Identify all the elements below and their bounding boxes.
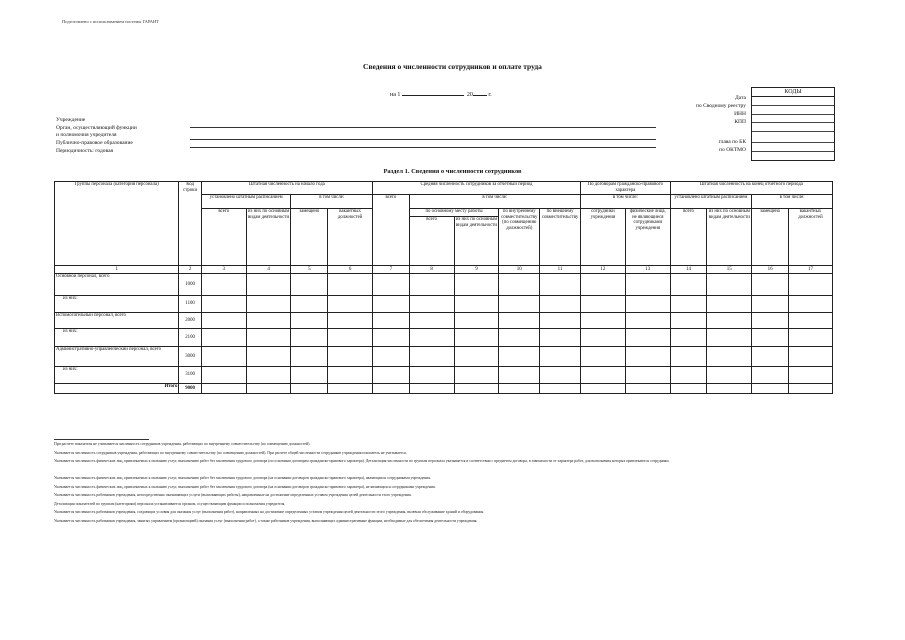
header-established-start: установлено штатным расписанием <box>201 195 291 209</box>
value-cell[interactable] <box>788 296 832 313</box>
value-cell[interactable] <box>670 347 707 367</box>
value-cell[interactable] <box>752 296 789 313</box>
header-vacant-end: вакантных должностей <box>788 209 832 266</box>
date-prefix: на 1 <box>390 92 401 98</box>
col-num: 6 <box>328 266 373 274</box>
code-date[interactable] <box>752 97 834 106</box>
value-cell[interactable] <box>707 347 752 367</box>
value-cell[interactable] <box>670 296 707 313</box>
value-cell[interactable] <box>328 347 373 367</box>
value-cell[interactable] <box>291 329 328 347</box>
header-individuals: физические лица, не являющиеся сотрудниками учреждения <box>625 209 670 266</box>
code-registry[interactable] <box>752 106 834 115</box>
label-institution: Учреждение <box>56 117 86 123</box>
value-cell[interactable] <box>580 367 625 384</box>
header-employees: сотрудники учреждения <box>580 209 625 266</box>
value-cell[interactable] <box>707 296 752 313</box>
value-cell[interactable] <box>328 296 373 313</box>
year-field[interactable] <box>473 95 487 96</box>
institution-field[interactable] <box>190 127 656 128</box>
footnote: Указывается численность физических лиц, привлекаемых к оказанию услуг, выполнению работ без заключения трудового договора (по основным договорам гражданско-правового характера). Детализация численности по группам персонала указывается в соответствии с предметом договора, в зависимости от характера работ, для выполнения которых привлекаются сотрудники. <box>54 459 670 463</box>
value-cell[interactable] <box>499 296 540 313</box>
row-label: из них: <box>55 367 179 384</box>
value-cell[interactable] <box>373 367 410 384</box>
value-cell[interactable] <box>499 274 540 296</box>
value-cell[interactable] <box>670 274 707 296</box>
value-cell[interactable] <box>373 384 410 394</box>
col-num: 8 <box>409 266 454 274</box>
value-cell[interactable] <box>625 347 670 367</box>
col-num: 12 <box>580 266 625 274</box>
value-cell[interactable] <box>373 296 410 313</box>
code-blank[interactable] <box>752 132 834 143</box>
col-num: 2 <box>179 266 201 274</box>
value-cell[interactable] <box>246 296 291 313</box>
value-cell[interactable] <box>625 329 670 347</box>
value-cell[interactable] <box>499 384 540 394</box>
value-cell[interactable] <box>409 384 454 394</box>
codes-header: КОДЫ <box>752 88 834 97</box>
row-code: 3100 <box>179 367 201 384</box>
label-date: Дата <box>735 95 746 101</box>
value-cell[interactable] <box>328 313 373 329</box>
header-main-job: по основному месту работы <box>409 209 499 217</box>
value-cell[interactable] <box>540 384 581 394</box>
value-cell[interactable] <box>291 296 328 313</box>
value-cell[interactable] <box>788 367 832 384</box>
col-num: 4 <box>246 266 291 274</box>
value-cell[interactable] <box>291 347 328 367</box>
value-cell[interactable] <box>752 347 789 367</box>
value-cell[interactable] <box>670 329 707 347</box>
label-kpp: КПП <box>734 119 746 125</box>
value-cell[interactable] <box>201 347 246 367</box>
label-periodicity: Периодичность: годовая <box>56 148 114 154</box>
col-num: 10 <box>499 266 540 274</box>
header-filled-start: замещено <box>291 209 328 266</box>
footnote-rule <box>54 439 149 440</box>
value-cell[interactable] <box>540 367 581 384</box>
header-vacant-start: вакантных должностей <box>328 209 373 266</box>
value-cell[interactable] <box>409 313 454 329</box>
header-group: Группы персонала (категория персонала) <box>55 182 179 266</box>
value-cell[interactable] <box>201 313 246 329</box>
value-cell[interactable] <box>246 329 291 347</box>
header-filled-end: замещено <box>752 209 789 266</box>
value-cell[interactable] <box>201 329 246 347</box>
value-cell[interactable] <box>707 313 752 329</box>
col-num: 15 <box>707 266 752 274</box>
col-num: 7 <box>373 266 410 274</box>
header-code: Код строки <box>179 182 201 266</box>
code-bk[interactable] <box>752 143 834 152</box>
column-numbers-row <box>55 266 833 274</box>
value-cell[interactable] <box>540 347 581 367</box>
value-cell[interactable] <box>752 274 789 296</box>
value-cell[interactable] <box>201 274 246 296</box>
value-cell[interactable] <box>752 367 789 384</box>
value-cell[interactable] <box>454 384 499 394</box>
header-incl-start: в том числе: <box>291 195 373 209</box>
value-cell[interactable] <box>752 313 789 329</box>
value-cell[interactable] <box>540 296 581 313</box>
footnote: Указывается численность сотрудников учреждения, работающих по внутреннему совместительству (по совмещению должностей). При расчете общей численности сотрудников учреждения показатель не учитывается. <box>54 450 407 455</box>
value-cell[interactable] <box>373 347 410 367</box>
value-cell[interactable] <box>625 274 670 296</box>
value-cell[interactable] <box>499 329 540 347</box>
col-num: 14 <box>670 266 707 274</box>
row-code: 2000 <box>179 313 201 329</box>
row-label: Основной персонал, всего <box>55 274 179 296</box>
footnote: Детализация показателей по группам (категориям) персонала устанавливается органом, осуществляющим функции и полномочия учредителя. <box>54 501 286 506</box>
row-label: Итого <box>55 384 179 394</box>
value-cell[interactable] <box>580 347 625 367</box>
code-oktmo[interactable] <box>752 152 834 160</box>
value-cell[interactable] <box>201 296 246 313</box>
header-staff-end: Штатная численность на конец отчетного периода <box>670 182 832 195</box>
value-cell[interactable] <box>409 347 454 367</box>
footnote: Указывается численность работников учреждения, создающих условия для оказания услуг (выполнения работ), направленных на достижение определенных уставом учреждения целей деятельности этого учреждения, включая обслуживание зданий и оборудования. <box>54 510 485 514</box>
value-cell[interactable] <box>291 367 328 384</box>
footnote: При расчете показателя не учитывается численность сотрудников учреждения, работающих по внутреннему совместительству (по совмещению должностей). <box>54 442 311 446</box>
date-field[interactable] <box>402 95 464 96</box>
header-internal: по внутреннему совместительству (по совмещению должностей) <box>499 209 540 266</box>
staff-table <box>54 181 833 394</box>
header-external: по внешнему совместительству <box>540 209 581 266</box>
footnote: Указывается численность работников учреждения, занятых управлением (организацией) оказания услуг (выполнения работ), а также работников учреждения, выполняющих административные функции, необходимые для обеспечения деятельности учреждения. <box>54 518 478 523</box>
value-cell[interactable] <box>246 313 291 329</box>
value-cell[interactable] <box>625 296 670 313</box>
header-total-start: всего <box>201 209 246 266</box>
value-cell[interactable] <box>246 367 291 384</box>
codes-box <box>751 87 835 161</box>
value-cell[interactable] <box>201 384 246 394</box>
page-title: Сведения о численности сотрудников и оплате труда <box>363 62 542 71</box>
value-cell[interactable] <box>328 367 373 384</box>
value-cell[interactable] <box>580 313 625 329</box>
code-kpp[interactable] <box>752 123 834 132</box>
table-row <box>55 329 833 347</box>
value-cell[interactable] <box>499 367 540 384</box>
value-cell[interactable] <box>373 313 410 329</box>
value-cell[interactable] <box>409 329 454 347</box>
col-num: 13 <box>625 266 670 274</box>
value-cell[interactable] <box>580 384 625 394</box>
value-cell[interactable] <box>788 274 832 296</box>
value-cell[interactable] <box>670 313 707 329</box>
value-cell[interactable] <box>540 274 581 296</box>
row-code: 1100 <box>179 296 201 313</box>
footnote: Указывается численность физических лиц, привлекаемых к оказанию услуг, выполнению работ без заключения трудового договора (на основании договоров гражданско-правового характера), не являющихся сотрудниками учреждения. <box>54 484 436 489</box>
col-num: 9 <box>454 266 499 274</box>
col-num: 3 <box>201 266 246 274</box>
value-cell[interactable] <box>670 367 707 384</box>
value-cell[interactable] <box>409 367 454 384</box>
label-inn: ИНН <box>734 111 746 117</box>
row-label: Административно-управленческий персонал, всего <box>55 347 179 367</box>
header-incl-civil: в том числе: <box>580 195 670 209</box>
value-cell[interactable] <box>670 384 707 394</box>
label-oktmo: по ОКТМО <box>719 147 746 153</box>
label-founder-body: Орган, осуществляющий функции <box>56 125 137 131</box>
value-cell[interactable] <box>454 367 499 384</box>
row-code: 9000 <box>179 384 201 394</box>
header-main-job-of-them: из них по основным видам деятельности <box>454 217 499 266</box>
value-cell[interactable] <box>409 274 454 296</box>
header-civil: По договорам гражданско-правового характера <box>580 182 670 195</box>
value-cell[interactable] <box>707 274 752 296</box>
label-registry: по Сводному реестру <box>696 103 746 109</box>
value-cell[interactable] <box>246 347 291 367</box>
table-row <box>55 384 833 394</box>
header-established-end: установлено штатным расписанием <box>670 195 752 209</box>
value-cell[interactable] <box>788 384 832 394</box>
value-cell[interactable] <box>409 296 454 313</box>
value-cell[interactable] <box>707 384 752 394</box>
value-cell[interactable] <box>707 329 752 347</box>
row-label: Вспомогательный персонал, всего <box>55 313 179 329</box>
value-cell[interactable] <box>540 313 581 329</box>
header-incl-end: в том числе: <box>752 195 833 209</box>
date-suffix: г. <box>488 92 492 98</box>
value-cell[interactable] <box>454 274 499 296</box>
value-cell[interactable] <box>328 384 373 394</box>
table-row <box>55 347 833 367</box>
table-row <box>55 274 833 296</box>
value-cell[interactable] <box>246 384 291 394</box>
value-cell[interactable] <box>625 384 670 394</box>
col-num: 1 <box>55 266 179 274</box>
value-cell[interactable] <box>580 296 625 313</box>
row-code: 3000 <box>179 347 201 367</box>
value-cell[interactable] <box>373 274 410 296</box>
code-inn[interactable] <box>752 115 834 124</box>
section-title: Раздел 1. Сведения о численности сотрудников <box>383 168 522 175</box>
value-cell[interactable] <box>291 313 328 329</box>
value-cell[interactable] <box>540 329 581 347</box>
year-prefix: 20 <box>466 92 473 98</box>
value-cell[interactable] <box>201 367 246 384</box>
header-staff-start: Штатная численность на начало года <box>201 182 372 195</box>
value-cell[interactable] <box>291 384 328 394</box>
col-num: 5 <box>291 266 328 274</box>
value-cell[interactable] <box>328 274 373 296</box>
top-note: Подготовлено с использованием системы ГАРАНТ <box>62 19 160 24</box>
row-label: из них: <box>55 329 179 347</box>
value-cell[interactable] <box>788 329 832 347</box>
row-code: 1000 <box>179 274 201 296</box>
footnote: Указывается численность физических лиц, привлекаемых к оказанию услуг, выполнению работ без заключения трудового договора (на основании договоров гражданско-правового характера), являющихся сотрудниками учреждения. <box>54 476 431 480</box>
value-cell[interactable] <box>580 329 625 347</box>
value-cell[interactable] <box>291 274 328 296</box>
row-label: из них: <box>55 296 179 313</box>
value-cell[interactable] <box>788 347 832 367</box>
header-main-start: из них по основным видам деятельности <box>246 209 291 266</box>
col-num: 16 <box>752 266 789 274</box>
value-cell[interactable] <box>454 347 499 367</box>
value-cell[interactable] <box>454 329 499 347</box>
header-main-end: из них по основным видам деятельности <box>707 209 752 266</box>
footnote: Указывается численность работников учреждения, непосредственно оказывающих услуги (выполняющих работы), направленные на достижение определенных уставом учреждения целей деятельности этого учреждения. <box>54 493 412 497</box>
header-main-job-total: всего <box>409 217 454 266</box>
value-cell[interactable] <box>625 367 670 384</box>
header-incl-avg: в том числе: <box>409 195 580 209</box>
col-num: 11 <box>540 266 581 274</box>
label-bk-chapter: глава по БК <box>718 139 746 145</box>
label-public-entity: Публично-правовое образование <box>56 140 133 146</box>
value-cell[interactable] <box>373 329 410 347</box>
col-num: 17 <box>788 266 832 274</box>
header-avg-total: всего <box>373 195 410 266</box>
header-avg: Средняя численность сотрудников за отчетный период <box>373 182 581 195</box>
value-cell[interactable] <box>625 313 670 329</box>
table-row <box>55 313 833 329</box>
value-cell[interactable] <box>499 347 540 367</box>
table-row <box>55 296 833 313</box>
value-cell[interactable] <box>752 329 789 347</box>
value-cell[interactable] <box>328 329 373 347</box>
header-total-end: всего <box>670 209 707 266</box>
value-cell[interactable] <box>752 384 789 394</box>
date-line <box>390 92 492 98</box>
value-cell[interactable] <box>580 274 625 296</box>
table-row <box>55 367 833 384</box>
founder-field[interactable] <box>190 139 656 140</box>
value-cell[interactable] <box>499 313 540 329</box>
value-cell[interactable] <box>788 313 832 329</box>
value-cell[interactable] <box>454 296 499 313</box>
value-cell[interactable] <box>707 367 752 384</box>
label-founder-powers: и полномочия учредителя <box>56 132 117 138</box>
public-entity-field[interactable] <box>190 147 656 148</box>
value-cell[interactable] <box>454 313 499 329</box>
row-code: 2100 <box>179 329 201 347</box>
value-cell[interactable] <box>246 274 291 296</box>
